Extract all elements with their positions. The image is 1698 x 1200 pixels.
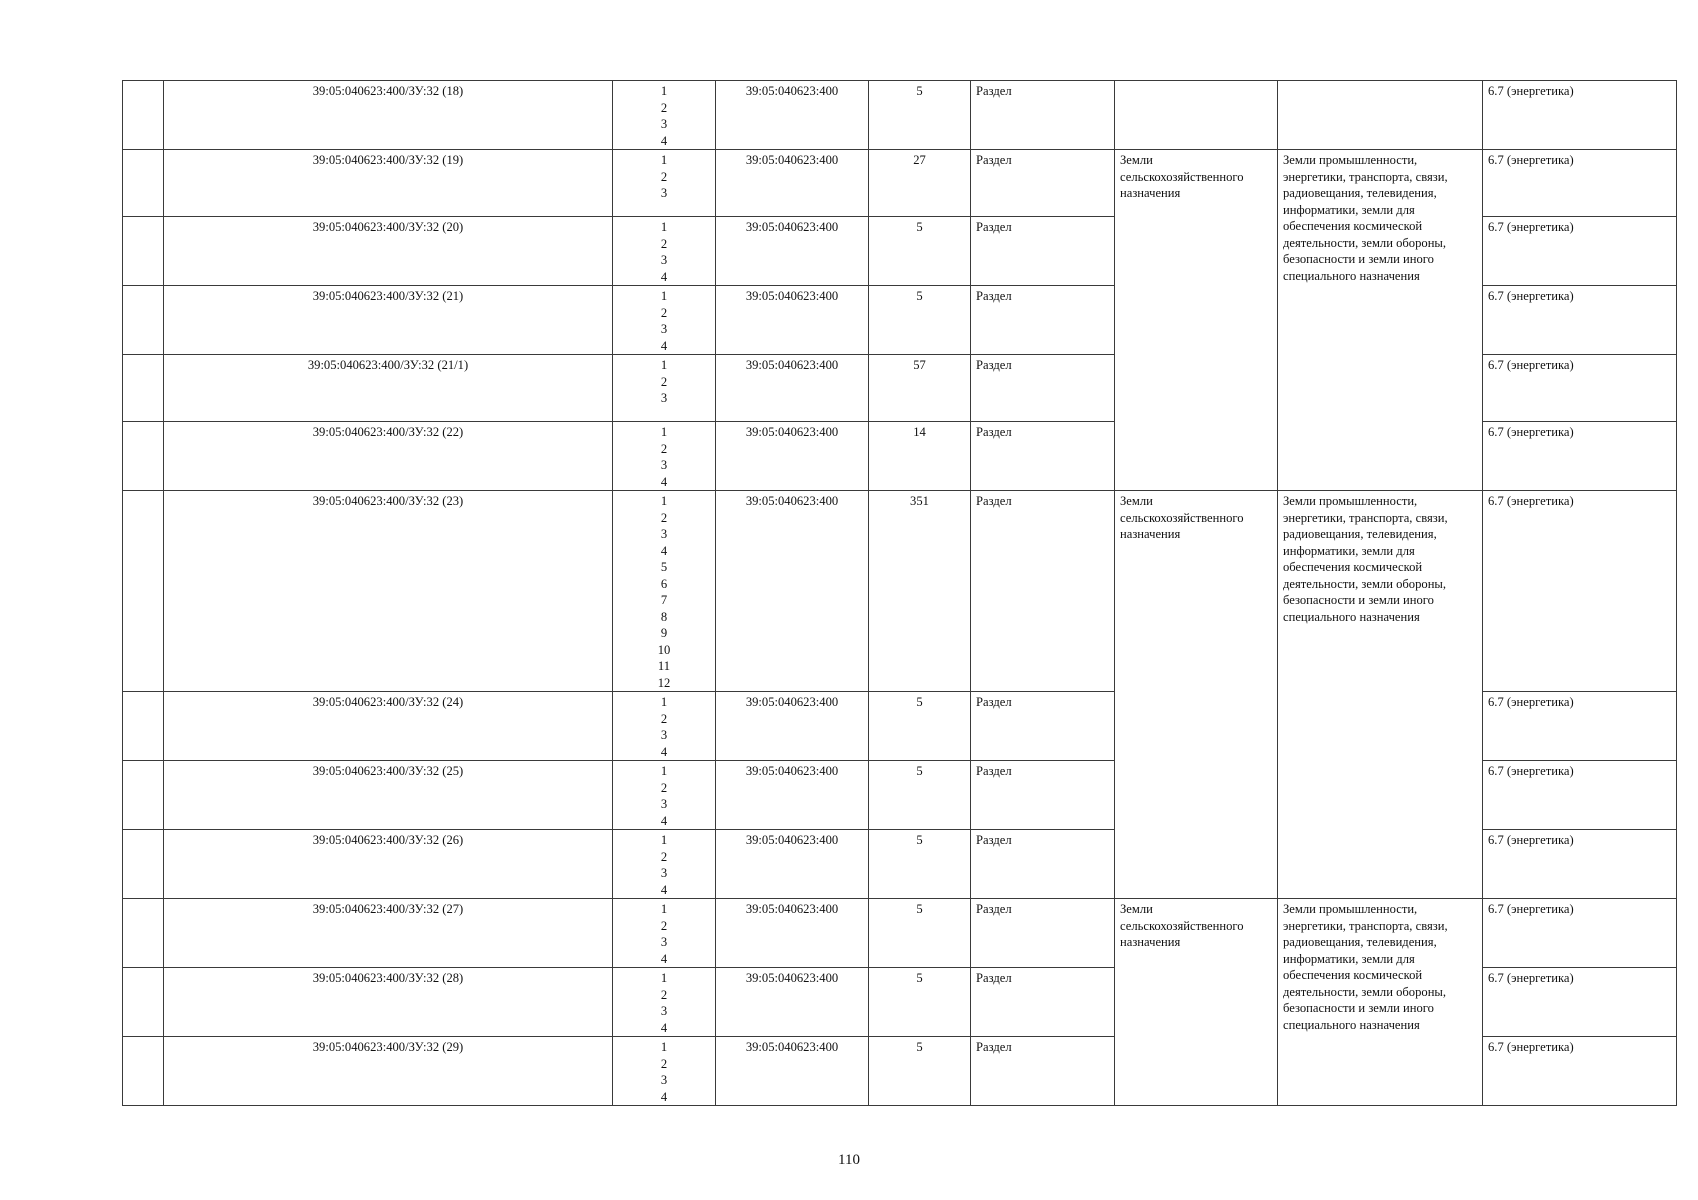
points-cell xyxy=(613,1037,716,1106)
table-row xyxy=(123,491,1677,692)
category-cell xyxy=(1115,81,1278,150)
row-number-cell xyxy=(123,355,164,422)
land-plot-table xyxy=(122,80,1677,1106)
point-number: 2 xyxy=(660,100,668,115)
point-number: 4 xyxy=(660,543,668,558)
point-number: 4 xyxy=(660,882,668,897)
point-number: 2 xyxy=(660,305,668,320)
method-cell: Раздел xyxy=(971,81,1115,150)
point-number: 5 xyxy=(660,560,668,574)
category-desc-cell: Земли промышленности, энергетики, транспорта, связи, радиовещания, телевидения, информатики, земли для обеспечения космической деятельности, земли обороны, безопасности и земли иного специального назначения xyxy=(1278,899,1483,1106)
plot-id-cell: 39:05:040623:400/ЗУ:32 (29) xyxy=(164,1037,613,1106)
area-cell: 5 xyxy=(869,81,971,150)
plot-id-cell: 39:05:040623:400/ЗУ:32 (25) xyxy=(164,761,613,830)
page-number: 110 xyxy=(838,1152,860,1168)
area-cell: 351 xyxy=(869,491,971,692)
row-number-cell xyxy=(123,692,164,761)
point-number: 4 xyxy=(660,813,668,828)
points-cell xyxy=(613,830,716,899)
use-cell: 6.7 (энергетика) xyxy=(1483,692,1677,761)
category-desc-cell xyxy=(1278,81,1483,150)
row-number-cell xyxy=(123,422,164,491)
point-number: 2 xyxy=(660,849,668,864)
point-number: 2 xyxy=(660,987,668,1002)
area-cell: 5 xyxy=(869,692,971,761)
point-number: 1 xyxy=(660,220,668,234)
point-number: 2 xyxy=(660,780,668,795)
point-number: 3 xyxy=(660,391,668,405)
method-cell: Раздел xyxy=(971,422,1115,491)
point-number: 1 xyxy=(660,358,668,372)
plot-id-cell: 39:05:040623:400/ЗУ:32 (22) xyxy=(164,422,613,491)
points-cell xyxy=(613,286,716,355)
point-number: 4 xyxy=(660,1020,668,1035)
point-number: 4 xyxy=(660,744,668,759)
parent-id-cell: 39:05:040623:400 xyxy=(716,286,869,355)
point-number: 1 xyxy=(660,494,668,508)
method-cell: Раздел xyxy=(971,217,1115,286)
points-cell xyxy=(613,761,716,830)
use-cell: 6.7 (энергетика) xyxy=(1483,81,1677,150)
method-cell: Раздел xyxy=(971,491,1115,692)
method-cell: Раздел xyxy=(971,968,1115,1037)
row-number-cell xyxy=(123,761,164,830)
row-number-cell xyxy=(123,1037,164,1106)
row-number-cell xyxy=(123,286,164,355)
points-cell xyxy=(613,968,716,1037)
point-number: 4 xyxy=(660,133,668,148)
method-cell: Раздел xyxy=(971,1037,1115,1106)
plot-id-cell: 39:05:040623:400/ЗУ:32 (21) xyxy=(164,286,613,355)
row-number-cell xyxy=(123,217,164,286)
point-number: 10 xyxy=(657,642,671,657)
point-number: 4 xyxy=(660,951,668,966)
parent-id-cell: 39:05:040623:400 xyxy=(716,217,869,286)
points-cell xyxy=(613,899,716,968)
plot-id-cell: 39:05:040623:400/ЗУ:32 (24) xyxy=(164,692,613,761)
plot-id-cell: 39:05:040623:400/ЗУ:32 (27) xyxy=(164,899,613,968)
parent-id-cell: 39:05:040623:400 xyxy=(716,355,869,422)
point-number: 11 xyxy=(657,659,671,673)
point-number: 1 xyxy=(660,289,668,303)
point-number: 3 xyxy=(660,186,668,200)
points-cell xyxy=(613,692,716,761)
area-cell: 5 xyxy=(869,217,971,286)
plot-id-cell: 39:05:040623:400/ЗУ:32 (23) xyxy=(164,491,613,692)
area-cell: 14 xyxy=(869,422,971,491)
table-row xyxy=(123,899,1677,968)
table-row xyxy=(123,150,1677,217)
method-cell: Раздел xyxy=(971,692,1115,761)
point-number: 9 xyxy=(660,626,668,640)
use-cell: 6.7 (энергетика) xyxy=(1483,491,1677,692)
category-cell: Земли сельскохозяйственного назначения xyxy=(1115,491,1278,899)
point-number: 1 xyxy=(660,695,668,709)
point-number: 2 xyxy=(660,441,668,456)
category-cell: Земли сельскохозяйственного назначения xyxy=(1115,150,1278,491)
parent-id-cell: 39:05:040623:400 xyxy=(716,1037,869,1106)
parent-id-cell: 39:05:040623:400 xyxy=(716,830,869,899)
row-number-cell xyxy=(123,830,164,899)
plot-id-cell: 39:05:040623:400/ЗУ:32 (26) xyxy=(164,830,613,899)
point-number: 3 xyxy=(660,117,668,131)
point-number: 3 xyxy=(660,797,668,811)
point-number: 1 xyxy=(660,833,668,847)
parent-id-cell: 39:05:040623:400 xyxy=(716,899,869,968)
plot-id-cell: 39:05:040623:400/ЗУ:32 (18) xyxy=(164,81,613,150)
area-cell: 5 xyxy=(869,830,971,899)
parent-id-cell: 39:05:040623:400 xyxy=(716,150,869,217)
points-cell xyxy=(613,217,716,286)
method-cell: Раздел xyxy=(971,355,1115,422)
table-row xyxy=(123,81,1677,150)
points-cell xyxy=(613,81,716,150)
points-cell xyxy=(613,355,716,422)
point-number: 3 xyxy=(660,527,668,541)
plot-id-cell: 39:05:040623:400/ЗУ:32 (20) xyxy=(164,217,613,286)
row-number-cell xyxy=(123,491,164,692)
method-cell: Раздел xyxy=(971,830,1115,899)
point-number: 3 xyxy=(660,935,668,949)
row-number-cell xyxy=(123,150,164,217)
point-number: 6 xyxy=(660,576,668,591)
use-cell: 6.7 (энергетика) xyxy=(1483,422,1677,491)
point-number: 4 xyxy=(660,474,668,489)
use-cell: 6.7 (энергетика) xyxy=(1483,217,1677,286)
point-number: 3 xyxy=(660,458,668,472)
parent-id-cell: 39:05:040623:400 xyxy=(716,422,869,491)
point-number: 1 xyxy=(660,902,668,916)
plot-id-cell: 39:05:040623:400/ЗУ:32 (21/1) xyxy=(164,355,613,422)
points-cell xyxy=(613,491,716,692)
points-cell xyxy=(613,150,716,217)
point-number: 4 xyxy=(660,338,668,353)
point-number: 1 xyxy=(660,1040,668,1054)
point-number: 1 xyxy=(660,971,668,985)
point-number: 3 xyxy=(660,728,668,742)
area-cell: 5 xyxy=(869,1037,971,1106)
area-cell: 5 xyxy=(869,968,971,1037)
parent-id-cell: 39:05:040623:400 xyxy=(716,761,869,830)
point-number: 2 xyxy=(660,918,668,933)
parent-id-cell: 39:05:040623:400 xyxy=(716,491,869,692)
row-number-cell xyxy=(123,968,164,1037)
area-cell: 5 xyxy=(869,286,971,355)
point-number: 3 xyxy=(660,866,668,880)
plot-id-cell: 39:05:040623:400/ЗУ:32 (19) xyxy=(164,150,613,217)
row-number-cell xyxy=(123,81,164,150)
use-cell: 6.7 (энергетика) xyxy=(1483,968,1677,1037)
point-number: 1 xyxy=(660,425,668,439)
point-number: 3 xyxy=(660,1073,668,1087)
category-desc-cell: Земли промышленности, энергетики, транспорта, связи, радиовещания, телевидения, информатики, земли для обеспечения космической деятельности, земли обороны, безопасности и земли иного специального назначения xyxy=(1278,491,1483,899)
method-cell: Раздел xyxy=(971,150,1115,217)
point-number: 8 xyxy=(660,609,668,624)
use-cell: 6.7 (энергетика) xyxy=(1483,1037,1677,1106)
category-desc-cell: Земли промышленности, энергетики, транспорта, связи, радиовещания, телевидения, информатики, земли для обеспечения космической деятельности, земли обороны, безопасности и земли иного специального назначения xyxy=(1278,150,1483,491)
plot-id-cell: 39:05:040623:400/ЗУ:32 (28) xyxy=(164,968,613,1037)
parent-id-cell: 39:05:040623:400 xyxy=(716,968,869,1037)
area-cell: 27 xyxy=(869,150,971,217)
use-cell: 6.7 (энергетика) xyxy=(1483,150,1677,217)
parent-id-cell: 39:05:040623:400 xyxy=(716,81,869,150)
point-number: 2 xyxy=(660,711,668,726)
area-cell: 5 xyxy=(869,761,971,830)
use-cell: 6.7 (энергетика) xyxy=(1483,830,1677,899)
point-number: 1 xyxy=(660,153,668,167)
point-number: 2 xyxy=(660,510,668,525)
point-number: 3 xyxy=(660,322,668,336)
category-cell: Земли сельскохозяйственного назначения xyxy=(1115,899,1278,1106)
points-cell xyxy=(613,422,716,491)
use-cell: 6.7 (энергетика) xyxy=(1483,286,1677,355)
point-number: 4 xyxy=(660,269,668,284)
area-cell: 5 xyxy=(869,899,971,968)
point-number: 2 xyxy=(660,236,668,251)
use-cell: 6.7 (энергетика) xyxy=(1483,761,1677,830)
point-number: 2 xyxy=(660,169,668,184)
row-number-cell xyxy=(123,899,164,968)
point-number: 12 xyxy=(657,675,671,690)
method-cell: Раздел xyxy=(971,286,1115,355)
use-cell: 6.7 (энергетика) xyxy=(1483,899,1677,968)
point-number: 1 xyxy=(660,764,668,778)
use-cell: 6.7 (энергетика) xyxy=(1483,355,1677,422)
area-cell: 57 xyxy=(869,355,971,422)
parent-id-cell: 39:05:040623:400 xyxy=(716,692,869,761)
method-cell: Раздел xyxy=(971,899,1115,968)
point-number: 3 xyxy=(660,253,668,267)
method-cell: Раздел xyxy=(971,761,1115,830)
point-number: 2 xyxy=(660,1056,668,1071)
point-number: 1 xyxy=(660,84,668,98)
point-number: 2 xyxy=(660,374,668,389)
point-number: 3 xyxy=(660,1004,668,1018)
point-number: 4 xyxy=(660,1089,668,1104)
point-number: 7 xyxy=(660,593,668,607)
